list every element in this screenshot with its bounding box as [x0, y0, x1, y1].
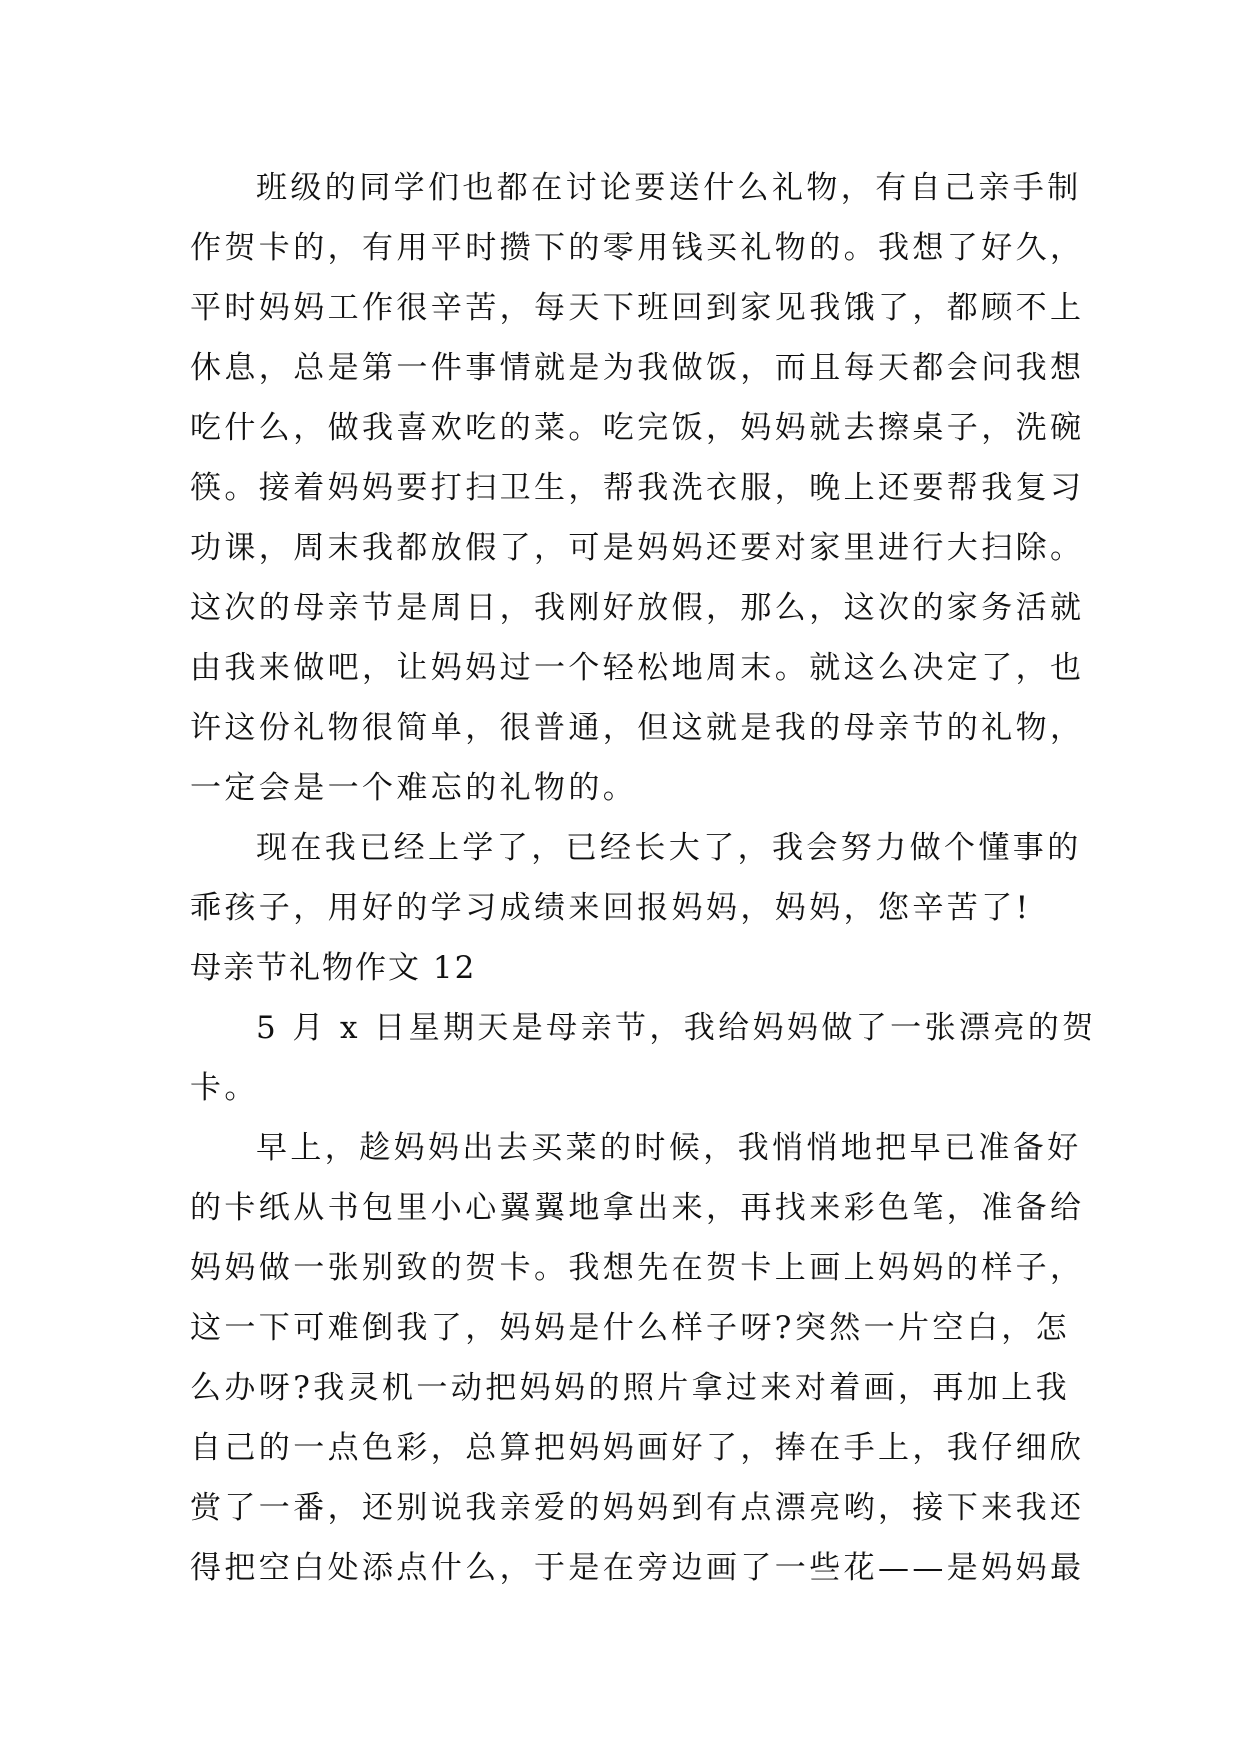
- paragraph-line: 卡。: [190, 1070, 259, 1106]
- paragraph-line: 的卡纸从书包里小心翼翼地拿出来，再找来彩色笔，准备给: [190, 1190, 1085, 1226]
- paragraph-line: 现在我已经上学了，已经长大了，我会努力做个懂事的: [256, 830, 1082, 866]
- paragraph-line: 功课，周末我都放假了，可是妈妈还要对家里进行大扫除。: [190, 530, 1085, 566]
- paragraph-line: 自己的一点色彩，总算把妈妈画好了，捧在手上，我仔细欣: [190, 1430, 1085, 1466]
- document-body: [190, 158, 1097, 1598]
- paragraph-line: 作贺卡的，有用平时攒下的零用钱买礼物的。我想了好久，: [190, 230, 1085, 266]
- paragraph-line: 么办呀?我灵机一动把妈妈的照片拿过来对着画，再加上我: [190, 1370, 1071, 1406]
- paragraph-line: 这一下可难倒我了，妈妈是什么样子呀?突然一片空白，怎: [190, 1310, 1071, 1346]
- paragraph-line: 由我来做吧，让妈妈过一个轻松地周末。就这么决定了，也: [190, 650, 1085, 686]
- paragraph-line: 这次的母亲节是周日，我刚好放假，那么，这次的家务活就: [190, 590, 1085, 626]
- paragraph-line: 许这份礼物很简单，很普通，但这就是我的母亲节的礼物，: [190, 710, 1085, 746]
- paragraph-line: 休息，总是第一件事情就是为我做饭，而且每天都会问我想: [190, 350, 1085, 386]
- paragraph-line: 班级的同学们也都在讨论要送什么礼物，有自己亲手制: [256, 170, 1082, 206]
- paragraph-line: 乖孩子，用好的学习成绩来回报妈妈，妈妈，您辛苦了!: [190, 890, 1032, 926]
- paragraph-line: 得把空白处添点什么，于是在旁边画了一些花——是妈妈最: [190, 1550, 1085, 1586]
- paragraph-line: 赏了一番，还别说我亲爱的妈妈到有点漂亮哟，接下来我还: [190, 1490, 1085, 1526]
- paragraph-line: 5 月 x 日星期天是母亲节，我给妈妈做了一张漂亮的贺: [256, 1010, 1097, 1046]
- paragraph-line: 平时妈妈工作很辛苦，每天下班回到家见我饿了，都顾不上: [190, 290, 1085, 326]
- paragraph-line: 吃什么，做我喜欢吃的菜。吃完饭，妈妈就去擦桌子，洗碗: [190, 410, 1085, 446]
- section-title: 母亲节礼物作文 12: [190, 950, 477, 986]
- paragraph-line: 早上，趁妈妈出去买菜的时候，我悄悄地把早已准备好: [256, 1130, 1082, 1166]
- paragraph-line: 一定会是一个难忘的礼物的。: [190, 770, 638, 806]
- paragraph-line: 妈妈做一张别致的贺卡。我想先在贺卡上画上妈妈的样子，: [190, 1250, 1085, 1286]
- paragraph-line: 筷。接着妈妈要打扫卫生，帮我洗衣服，晚上还要帮我复习: [190, 470, 1085, 506]
